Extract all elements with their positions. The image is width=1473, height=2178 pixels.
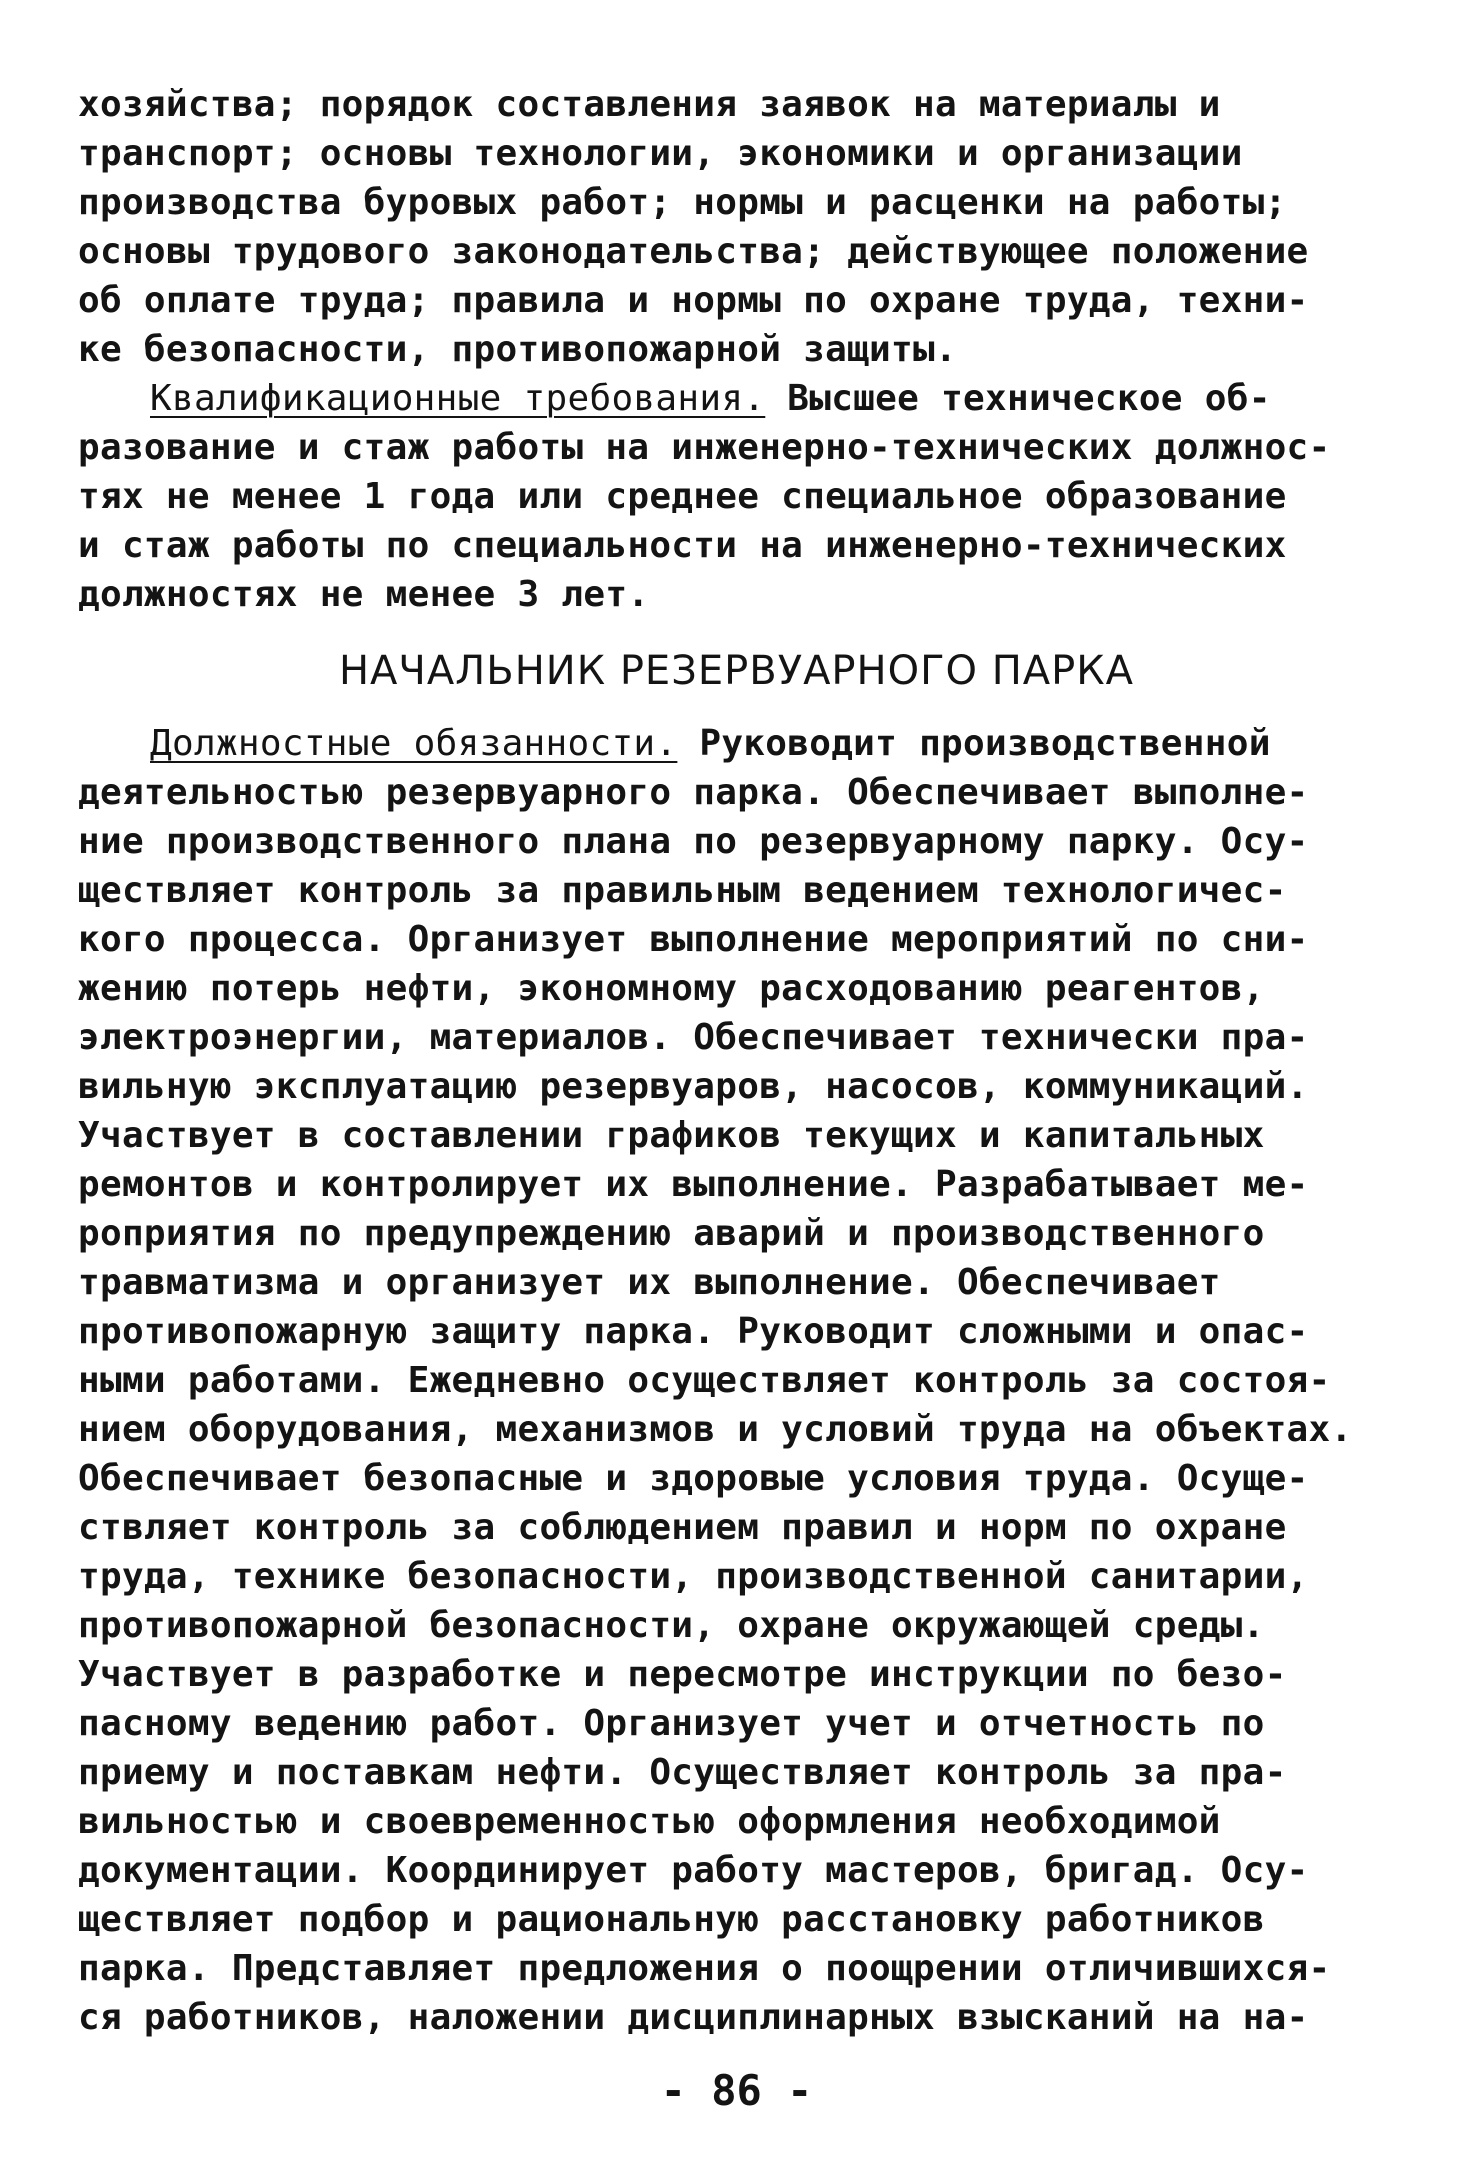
text-line: ствляет контроль за соблюдением правил и норм по охране	[78, 1507, 1287, 1548]
text-line: противопожарной безопасности, охране окружающей среды.	[78, 1605, 1265, 1646]
duties-first-line	[150, 719, 1473, 768]
text-line: труда, технике безопасности, производственной санитарии,	[78, 1556, 1309, 1597]
text-line: ся работников, наложении дисциплинарных взысканий на на-	[78, 1997, 1309, 2038]
text-line: документации. Координирует работу мастеров, бригад. Осу-	[78, 1850, 1309, 1891]
text-line: Участвует в разработке и пересмотре инструкции по безо-	[78, 1654, 1287, 1695]
text-line: производства буровых работ; нормы и расценки на работы;	[78, 182, 1287, 223]
text-line: ке безопасности, противопожарной защиты.	[78, 329, 957, 370]
text-line: хозяйства; порядок составления заявок на материалы и	[78, 84, 1221, 125]
text-line: ние производственного плана по резервуарному парку. Осу-	[78, 821, 1309, 862]
qualification-text: Высшее техническое об-	[765, 378, 1271, 419]
text-line: и стаж работы по специальности на инженерно-технических	[78, 525, 1287, 566]
text-line: транспорт; основы технологии, экономики и организации	[78, 133, 1243, 174]
section-heading: НАЧАЛЬНИК РЕЗЕРВУАРНОГО ПАРКА	[338, 648, 1135, 694]
duties-label: Должностные обязанности.	[150, 723, 678, 764]
text-line: основы трудового законодательства; действующее положение	[78, 231, 1309, 272]
text-line: кого процесса. Организует выполнение мероприятий по сни-	[78, 919, 1309, 960]
text-line: пасному ведению работ. Организует учет и отчетность по	[78, 1703, 1265, 1744]
qualification-first-line	[150, 374, 1473, 423]
text-line: должностях не менее 3 лет.	[78, 574, 650, 615]
text-line: приему и поставкам нефти. Осуществляет контроль за пра-	[78, 1752, 1287, 1793]
text-line: противопожарную защиту парка. Руководит сложными и опас-	[78, 1311, 1309, 1352]
text-line: вильную эксплуатацию резервуаров, насосов, коммуникаций.	[78, 1066, 1309, 1107]
text-line: травматизма и организует их выполнение. Обеспечивает	[78, 1262, 1221, 1303]
text-line: ными работами. Ежедневно осуществляет контроль за состоя-	[78, 1360, 1331, 1401]
text-line: вильностью и своевременностью оформления необходимой	[78, 1801, 1221, 1842]
text-line: ществляет подбор и рациональную расстановку работников	[78, 1899, 1265, 1940]
text-line: тях не менее 1 года или среднее специальное образование	[78, 476, 1287, 517]
text-line: жению потерь нефти, экономному расходованию реагентов,	[78, 968, 1265, 1009]
text-line: парка. Представляет предложения о поощрении отличившихся-	[78, 1948, 1331, 1989]
text-line: ществляет контроль за правильным ведением технологичес-	[78, 870, 1287, 911]
text-line: Участвует в составлении графиков текущих и капитальных	[78, 1115, 1265, 1156]
qualification-label: Квалификационные требования.	[150, 378, 766, 419]
page-number: - 86 -	[660, 2066, 813, 2115]
text-line: деятельностью резервуарного парка. Обеспечивает выполне-	[78, 772, 1309, 813]
text-line: разование и стаж работы на инженерно-технических должнос-	[78, 427, 1331, 468]
text-line: роприятия по предупреждению аварий и производственного	[78, 1213, 1265, 1254]
text-line: нием оборудования, механизмов и условий труда на объектах.	[78, 1409, 1353, 1450]
text-line: электроэнергии, материалов. Обеспечивает технически пра-	[78, 1017, 1309, 1058]
text-line: об оплате труда; правила и нормы по охране труда, техни-	[78, 280, 1309, 321]
text-line: ремонтов и контролирует их выполнение. Разрабатывает ме-	[78, 1164, 1309, 1205]
text-line: Обеспечивает безопасные и здоровые условия труда. Осуще-	[78, 1458, 1309, 1499]
duties-text: Руководит производственной	[677, 723, 1271, 764]
